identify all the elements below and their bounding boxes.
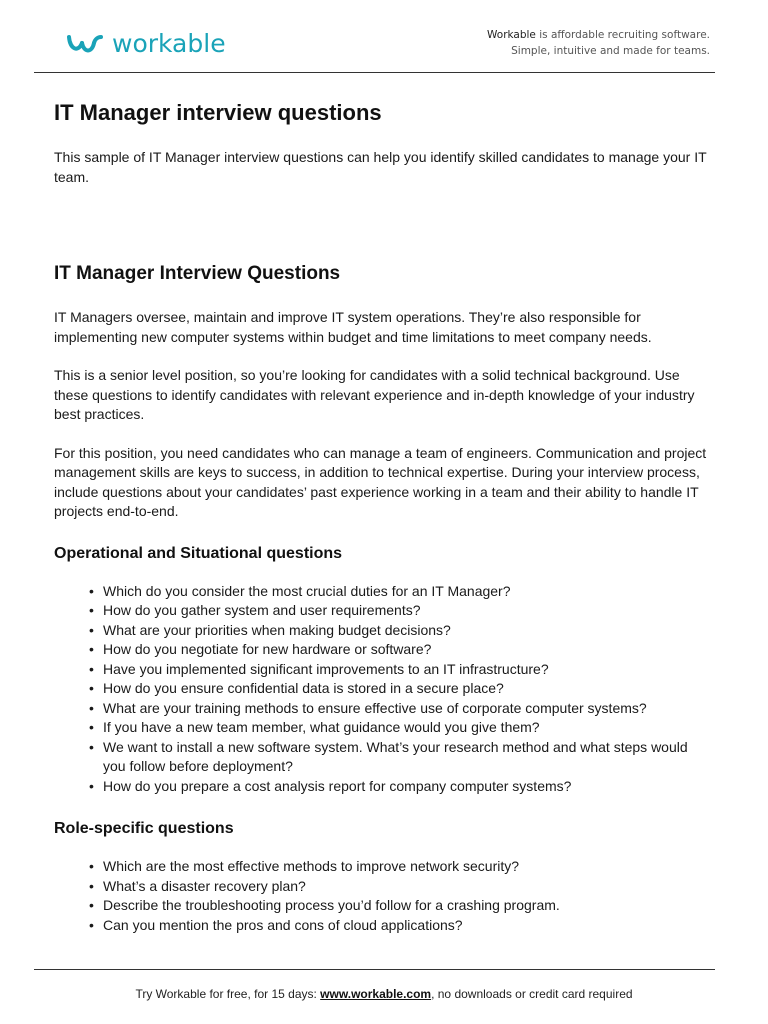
page-header bbox=[0, 0, 768, 72]
header-divider bbox=[34, 72, 715, 73]
tagline-line-1 bbox=[487, 27, 710, 43]
list-item: • We want to install a new software system. What’s your research method and what steps would you follow before deployment? bbox=[103, 738, 714, 777]
list-item: • Have you implemented significant improvements to an IT infrastructure? bbox=[103, 660, 714, 680]
operational-questions-list bbox=[54, 582, 714, 797]
tagline-line-1-rest: is affordable recruiting software. bbox=[535, 29, 710, 41]
operational-questions-heading: Operational and Situational questions bbox=[54, 544, 343, 562]
tagline-brand: Workable bbox=[487, 29, 536, 41]
tagline-line-2: Simple, intuitive and made for teams. bbox=[511, 45, 710, 57]
intro-paragraph: This sample of IT Manager interview questions can help you identify skilled candidates to manage your IT team. bbox=[54, 149, 707, 185]
body-paragraph: IT Managers oversee, maintain and improve IT system operations. They’re also responsible for implementing new computer systems within budget and time limitations to meet company needs. bbox=[54, 309, 652, 345]
list-item: • If you have a new team member, what guidance would you give them? bbox=[103, 718, 714, 738]
list-item: • Which do you consider the most crucial duties for an IT Manager? bbox=[103, 582, 714, 602]
header-tagline bbox=[487, 27, 710, 59]
list-item: • How do you prepare a cost analysis report for company computer systems? bbox=[103, 777, 714, 797]
footer-divider bbox=[34, 969, 715, 970]
body-paragraph: For this position, you need candidates who can manage a team of engineers. Communication and project management skills are keys to success, in addition to technical expertise. During your interview process, include questions about your candidates’ past experience working in a team and their ability to handle IT projects end-to-end. bbox=[54, 444, 707, 519]
page-title: IT Manager interview questions bbox=[54, 100, 382, 125]
list-item: • How do you negotiate for new hardware or software? bbox=[103, 640, 714, 660]
list-item: • Which are the most effective methods to improve network security? bbox=[103, 857, 714, 877]
page-footer bbox=[0, 987, 768, 1001]
section-heading: IT Manager Interview Questions bbox=[54, 263, 341, 284]
workable-logo[interactable] bbox=[66, 28, 226, 60]
role-specific-questions-heading: Role-specific questions bbox=[54, 820, 234, 837]
list-item: • What are your training methods to ensure effective use of corporate computer systems? bbox=[103, 699, 714, 719]
list-item: • How do you ensure confidential data is stored in a secure place? bbox=[103, 679, 714, 699]
list-item: • Can you mention the pros and cons of cloud applications? bbox=[103, 916, 714, 936]
body-paragraph: This is a senior level position, so you’re looking for candidates with a solid technical background. Use these questions to identify candidates with relevant experience and in-depth knowledge of your industry best practices. bbox=[54, 367, 695, 422]
role-specific-questions-list bbox=[54, 857, 714, 935]
main-content bbox=[54, 96, 714, 935]
footer-link[interactable]: www.workable.com bbox=[320, 987, 432, 1001]
workable-logo-icon bbox=[66, 31, 106, 57]
list-item: • Describe the troubleshooting process you’d follow for a crashing program. bbox=[103, 896, 714, 916]
footer-prefix: Try Workable for free, for 15 days: bbox=[135, 987, 321, 1001]
list-item: • What are your priorities when making budget decisions? bbox=[103, 621, 714, 641]
list-item: • How do you gather system and user requirements? bbox=[103, 601, 714, 621]
list-item: • What’s a disaster recovery plan? bbox=[103, 877, 714, 897]
logo-wordmark: workable bbox=[112, 29, 226, 58]
footer-suffix: , no downloads or credit card required bbox=[431, 987, 633, 1001]
